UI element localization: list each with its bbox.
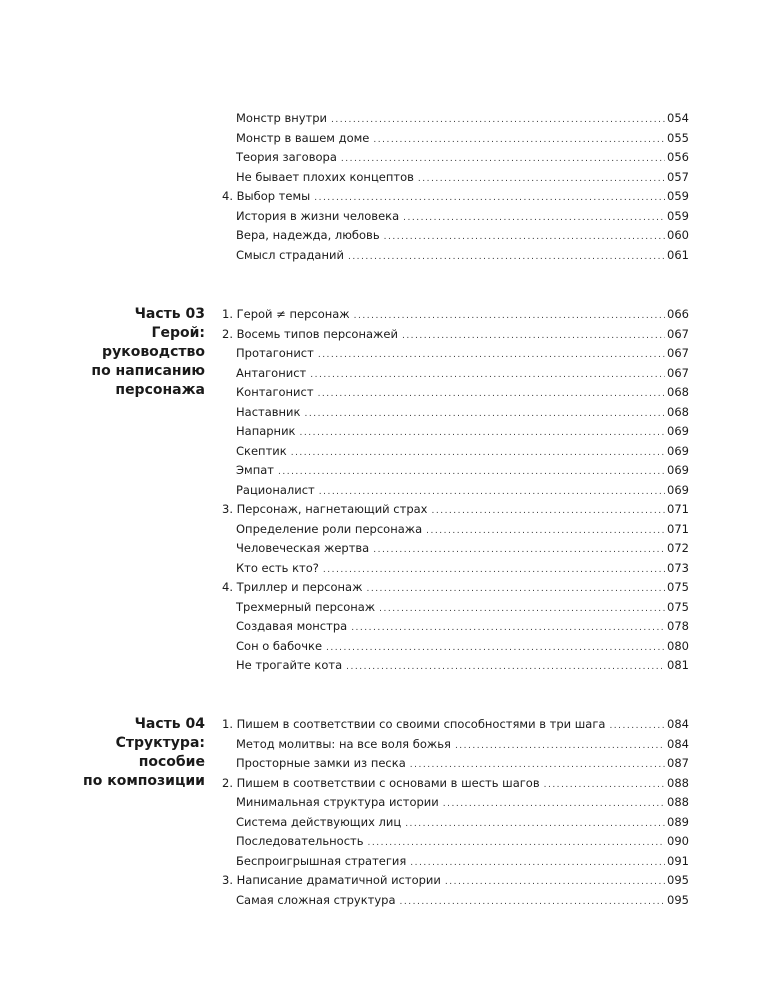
toc-subsection-entry[interactable] bbox=[236, 441, 689, 461]
page-number: 091 bbox=[667, 854, 689, 868]
dot-leader bbox=[431, 501, 665, 521]
page-number: 054 bbox=[667, 111, 689, 125]
dot-leader bbox=[373, 540, 665, 560]
part-number: Часть 04 bbox=[134, 716, 205, 732]
part-title-line: Герой: bbox=[151, 325, 205, 341]
entry-title: Эмпат bbox=[236, 463, 274, 477]
entry-title: Не трогайте кота bbox=[236, 658, 343, 672]
page-number: 069 bbox=[667, 463, 689, 477]
toc-subsection-entry[interactable] bbox=[236, 421, 689, 441]
toc-chapter-entry[interactable] bbox=[222, 870, 689, 890]
dot-leader bbox=[384, 227, 665, 247]
toc-subsection-entry[interactable] bbox=[236, 167, 689, 187]
toc-subsection-entry[interactable] bbox=[236, 343, 689, 363]
page-number: 088 bbox=[667, 776, 689, 790]
page-number: 071 bbox=[667, 502, 689, 516]
toc-subsection-entry[interactable] bbox=[236, 245, 689, 265]
toc-subsection-entry[interactable] bbox=[236, 480, 689, 500]
entry-title: Протагонист bbox=[236, 346, 314, 360]
toc-subsection-entry[interactable] bbox=[236, 851, 689, 871]
toc-chapter-entry[interactable] bbox=[222, 499, 689, 519]
page-number: 067 bbox=[667, 366, 689, 380]
toc-chapter-entry[interactable] bbox=[222, 714, 689, 734]
toc-chapter-entry[interactable] bbox=[222, 304, 689, 324]
page-number: 080 bbox=[667, 639, 689, 653]
dot-leader bbox=[354, 306, 665, 326]
page-number: 075 bbox=[667, 580, 689, 594]
toc-subsection-entry[interactable] bbox=[236, 636, 689, 656]
dot-leader bbox=[443, 794, 665, 814]
entry-title: Антагонист bbox=[236, 366, 307, 380]
entry-title: Сон о бабочке bbox=[236, 639, 323, 653]
page-number: 068 bbox=[667, 385, 689, 399]
part-title-line: пособие bbox=[138, 754, 205, 770]
toc-subsection-entry[interactable] bbox=[236, 655, 689, 675]
entry-title: Теория заговора bbox=[236, 150, 337, 164]
entry-title: Рационалист bbox=[236, 483, 315, 497]
toc-chapter-entry[interactable] bbox=[222, 186, 689, 206]
page-number: 087 bbox=[667, 756, 689, 770]
toc-subsection-entry[interactable] bbox=[236, 753, 689, 773]
entry-title: Напарник bbox=[236, 424, 296, 438]
entry-title: Скептик bbox=[236, 444, 287, 458]
page-number: 061 bbox=[667, 248, 689, 262]
toc-chapter-entry[interactable] bbox=[222, 577, 689, 597]
page-number: 081 bbox=[667, 658, 689, 672]
entry-title: 4. Выбор темы bbox=[222, 189, 311, 203]
entry-title: Последовательность bbox=[236, 834, 364, 848]
page-number: 069 bbox=[667, 444, 689, 458]
toc-subsection-entry[interactable] bbox=[236, 206, 689, 226]
entry-title: 3. Написание драматичной истории bbox=[222, 873, 441, 887]
page-number: 072 bbox=[667, 541, 689, 555]
dot-leader bbox=[331, 110, 665, 130]
toc-subsection-entry[interactable] bbox=[236, 382, 689, 402]
part-title-line: руководство bbox=[102, 344, 205, 360]
dot-leader bbox=[318, 345, 665, 365]
page-number: 068 bbox=[667, 405, 689, 419]
entry-title: Наставник bbox=[236, 405, 301, 419]
toc-subsection-entry[interactable] bbox=[236, 519, 689, 539]
toc-subsection-entry[interactable] bbox=[236, 597, 689, 617]
entry-title: 3. Персонаж, нагнетающий страх bbox=[222, 502, 428, 516]
toc-subsection-entry[interactable] bbox=[236, 147, 689, 167]
entry-title: Вера, надежда, любовь bbox=[236, 228, 380, 242]
dot-leader bbox=[278, 462, 665, 482]
toc-subsection-entry[interactable] bbox=[236, 538, 689, 558]
dot-leader bbox=[348, 247, 665, 267]
toc-subsection-entry[interactable] bbox=[236, 734, 689, 754]
entry-title: Создавая монстра bbox=[236, 619, 348, 633]
part-title-line: по композиции bbox=[83, 773, 205, 789]
toc-subsection-entry[interactable] bbox=[236, 831, 689, 851]
dot-leader bbox=[400, 892, 666, 912]
entry-title: Монстр внутри bbox=[236, 111, 328, 125]
dot-leader bbox=[346, 657, 665, 677]
entry-title: Самая сложная структура bbox=[236, 893, 396, 907]
page-number: 059 bbox=[667, 189, 689, 203]
page-number: 075 bbox=[667, 600, 689, 614]
entry-title: Смысл страданий bbox=[236, 248, 344, 262]
page-number: 073 bbox=[667, 561, 689, 575]
entry-title: История в жизни человека bbox=[236, 209, 400, 223]
page-number: 084 bbox=[667, 717, 689, 731]
page-number: 060 bbox=[667, 228, 689, 242]
page-number: 095 bbox=[667, 873, 689, 887]
part-number: Часть 03 bbox=[134, 306, 205, 322]
toc-subsection-entry[interactable] bbox=[236, 108, 689, 128]
entry-title: Определение роли персонажа bbox=[236, 522, 423, 536]
page-number: 056 bbox=[667, 150, 689, 164]
entry-title: Система действующих лиц bbox=[236, 815, 402, 829]
page-number: 069 bbox=[667, 483, 689, 497]
dot-leader bbox=[368, 833, 666, 853]
page-number: 071 bbox=[667, 522, 689, 536]
dot-leader bbox=[314, 188, 665, 208]
page-number: 067 bbox=[667, 346, 689, 360]
toc-subsection-entry[interactable] bbox=[236, 792, 689, 812]
entry-title: Не бывает плохих концептов bbox=[236, 170, 414, 184]
page-number: 090 bbox=[667, 834, 689, 848]
toc-subsection-entry[interactable] bbox=[236, 812, 689, 832]
entry-title: Монстр в вашем доме bbox=[236, 131, 370, 145]
dot-leader bbox=[609, 716, 665, 736]
entry-title: 2. Пишем в соответствии с основами в шесть шагов bbox=[222, 776, 540, 790]
page-number: 069 bbox=[667, 424, 689, 438]
toc-chapter-entry[interactable] bbox=[222, 324, 689, 344]
dot-leader bbox=[318, 384, 665, 404]
page-number: 084 bbox=[667, 737, 689, 751]
entry-title: Просторные замки из песка bbox=[236, 756, 406, 770]
page-number: 057 bbox=[667, 170, 689, 184]
page-number: 055 bbox=[667, 131, 689, 145]
page-number: 095 bbox=[667, 893, 689, 907]
toc-chapter-entry[interactable] bbox=[222, 773, 689, 793]
part-heading bbox=[35, 715, 205, 791]
part-title-line: персонажа bbox=[115, 382, 205, 398]
entry-title: Контагонист bbox=[236, 385, 314, 399]
dot-leader bbox=[351, 618, 665, 638]
entry-title: Кто есть кто? bbox=[236, 561, 319, 575]
toc-subsection-entry[interactable] bbox=[236, 402, 689, 422]
part-heading bbox=[35, 305, 205, 400]
part-title-line: по написанию bbox=[91, 363, 205, 379]
dot-leader bbox=[445, 872, 665, 892]
dot-leader bbox=[366, 579, 665, 599]
entry-title: 1. Пишем в соответствии со своими способностями в три шага bbox=[222, 717, 606, 731]
toc-subsection-entry[interactable] bbox=[236, 225, 689, 245]
page-number: 089 bbox=[667, 815, 689, 829]
dot-leader bbox=[410, 755, 665, 775]
entry-title: 4. Триллер и персонаж bbox=[222, 580, 363, 594]
page-number: 088 bbox=[667, 795, 689, 809]
page-number: 078 bbox=[667, 619, 689, 633]
dot-leader bbox=[300, 423, 666, 443]
page-number: 066 bbox=[667, 307, 689, 321]
entry-title: 1. Герой ≠ персонаж bbox=[222, 307, 350, 321]
toc-subsection-entry[interactable] bbox=[236, 363, 689, 383]
entry-title: Трехмерный персонаж bbox=[236, 600, 376, 614]
entry-title: Человеческая жертва bbox=[236, 541, 370, 555]
entry-title: Метод молитвы: на все воля божья bbox=[236, 737, 451, 751]
toc-subsection-entry[interactable] bbox=[236, 128, 689, 148]
toc-subsection-entry[interactable] bbox=[236, 616, 689, 636]
entry-title: Минимальная структура истории bbox=[236, 795, 439, 809]
dot-leader bbox=[341, 149, 665, 169]
part-title-line: Структура: bbox=[115, 735, 205, 751]
entry-title: 2. Восемь типов персонажей bbox=[222, 327, 398, 341]
entry-title: Беспроигрышная стратегия bbox=[236, 854, 407, 868]
page-number: 059 bbox=[667, 209, 689, 223]
toc-subsection-entry[interactable] bbox=[236, 558, 689, 578]
page-number: 067 bbox=[667, 327, 689, 341]
toc-subsection-entry[interactable] bbox=[236, 890, 689, 910]
toc-subsection-entry[interactable] bbox=[236, 460, 689, 480]
